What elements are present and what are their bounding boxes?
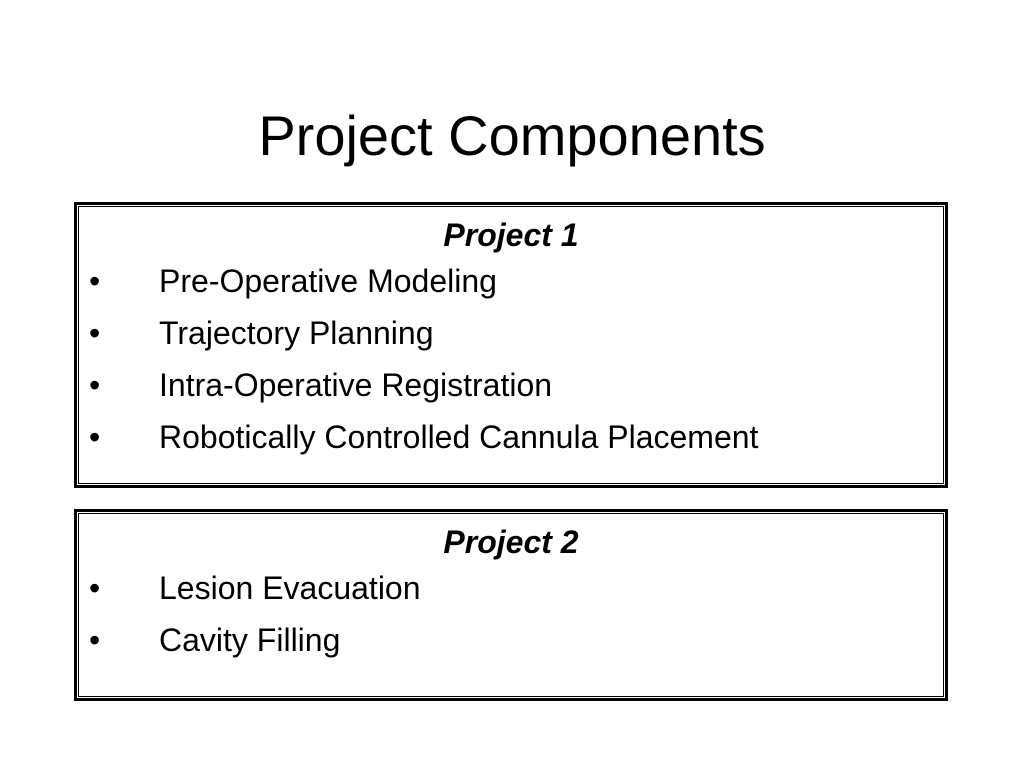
project-2-box <box>74 509 948 701</box>
project-2-list <box>79 562 943 666</box>
list-item-text: Cavity Filling <box>159 622 341 658</box>
list-item <box>79 614 943 666</box>
project-1-heading: Project 1 <box>443 217 579 253</box>
slide-title: Project Components <box>258 104 766 167</box>
list-item <box>79 307 943 359</box>
project-1-inner-border <box>78 206 944 484</box>
bullet-icon: • <box>89 570 101 606</box>
bullet-icon: • <box>89 315 101 351</box>
bullet-icon: • <box>89 419 101 455</box>
list-item-text: Pre-Operative Modeling <box>159 263 497 299</box>
project-1-box <box>74 202 948 488</box>
list-item <box>79 411 943 463</box>
list-item <box>79 255 943 307</box>
bullet-icon: • <box>89 622 101 658</box>
list-item <box>79 359 943 411</box>
list-item-text: Robotically Controlled Cannula Placement <box>159 419 759 455</box>
list-item <box>79 562 943 614</box>
bullet-icon: • <box>89 263 101 299</box>
list-item-text: Trajectory Planning <box>159 315 434 351</box>
project-2-heading: Project 2 <box>443 524 579 560</box>
bullet-icon: • <box>89 367 101 403</box>
list-item-text: Intra-Operative Registration <box>159 367 553 403</box>
list-item-text: Lesion Evacuation <box>159 570 421 606</box>
project-1-list <box>79 255 943 463</box>
project-2-inner-border <box>78 513 944 697</box>
